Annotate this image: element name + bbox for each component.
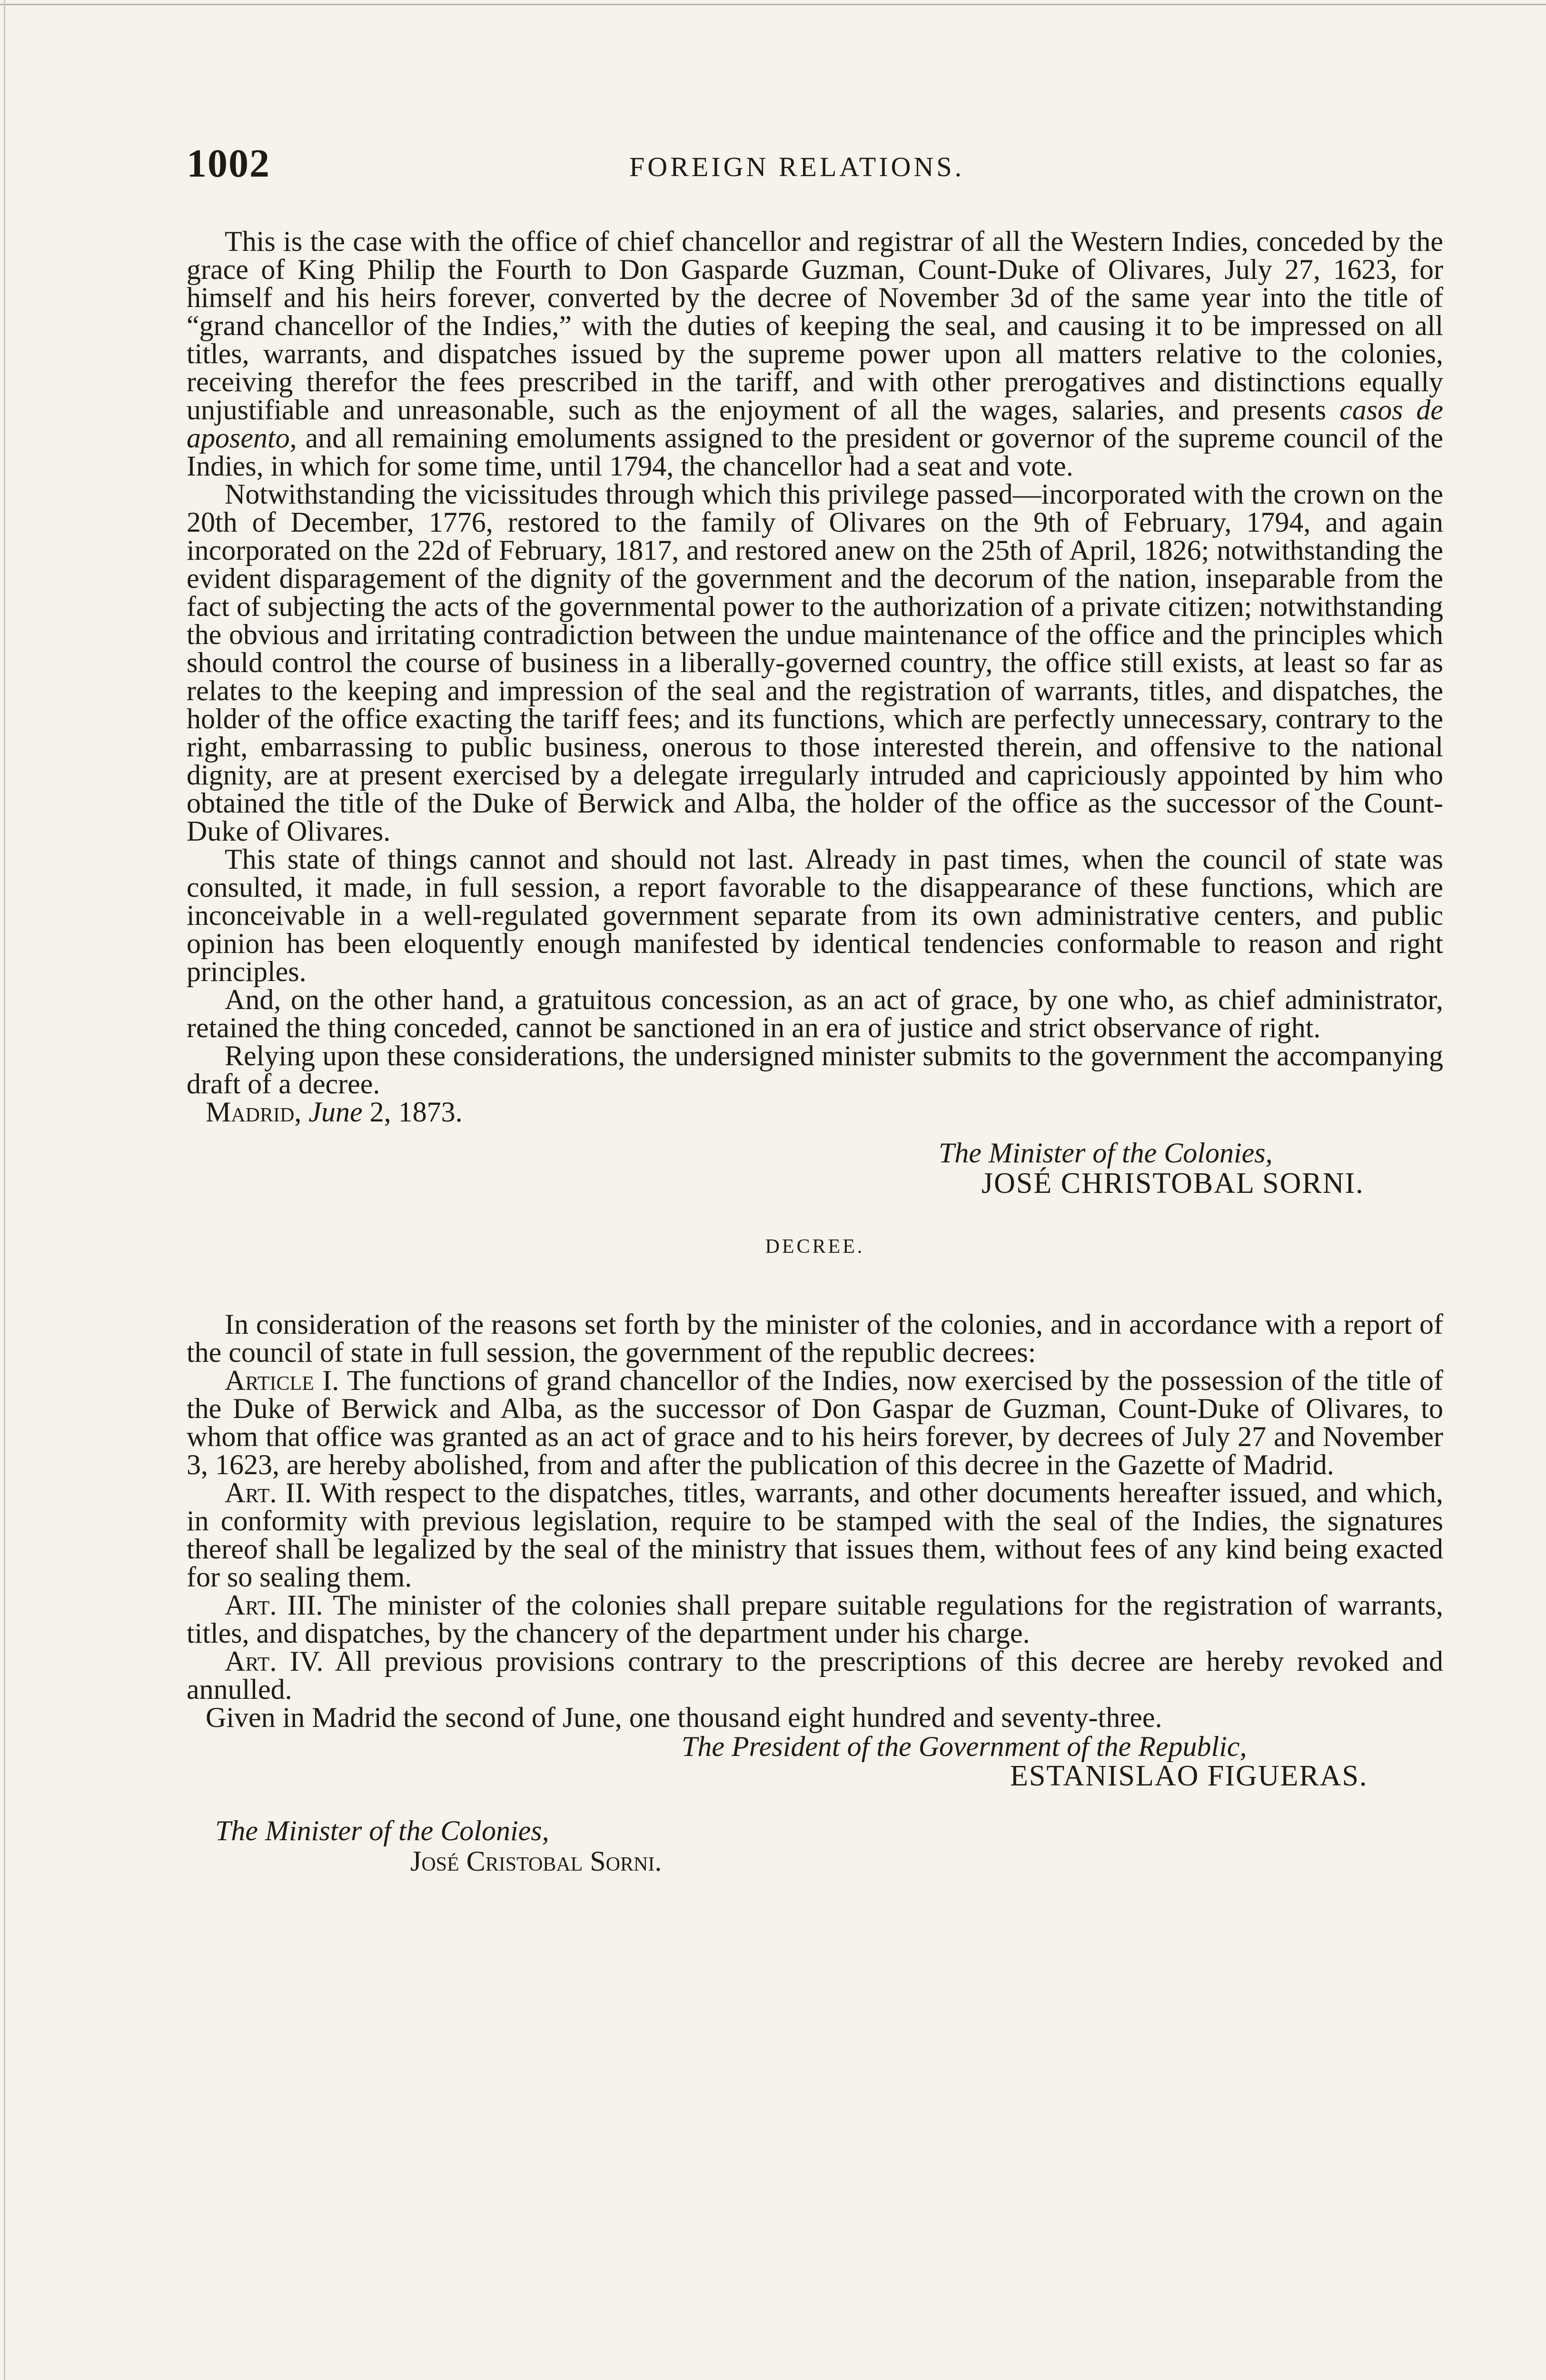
president-title: The President of the Government of the Republic,	[682, 1731, 1247, 1762]
given-line: Given in Madrid the second of June, one thousand eight hundred and seventy-three.	[206, 1702, 1162, 1733]
article-1: Article I. The functions of grand chancellor of the Indies, now exercised by the possession of the title of the Duke of Berwick and Alba, as the successor of Don Gaspar de Guzman, Count-Duke of Olivares, to whom that office was granted as an act of grace and to his heirs forever, by decrees of July 27 and November 3, 1623, are hereby abolished, from and after the publication of this decree in the Gazette of Madrid.	[187, 1365, 1443, 1480]
italic-phrase: casos de aposento	[187, 394, 1443, 454]
dateline-place: Madrid,	[206, 1096, 302, 1128]
dateline-rest: 2, 1873.	[362, 1096, 463, 1128]
memorial-paragraph-2: Notwithstanding the vicissitudes through which this privilege passed—incorporated with the crown on the 20th of December, 1776, restored to the family of Olivares on the 9th of February, 1794, and again incorporated on the 22d of February, 1817, and restored anew on the 25th of April, 1826; notwithstanding the evident disparagement of the dignity of the government and the decorum of the nation, inseparable from the fact of subjecting the acts of the governmental power to the authorization of a private citizen; notwithstanding the obvious and irritating contradiction between the undue maintenance of the office and the principles which should control the course of business in a liberally-governed country, the office still exists, at least so far as relates to the keeping and impression of the seal and the registration of warrants, titles, and dispatches, the holder of the office exacting the tariff fees; and its functions, which are perfectly unnecessary, contrary to the right, embarrassing to public business, onerous to those interested therein, and offensive to the national dignity, are at present exercised by a delegate irregularly intruded and capriciously appointed by him who obtained the title of the Duke of Berwick and Alba, the holder of the office as the successor of the Count-Duke of Olivares.	[187, 478, 1443, 847]
signature-name: JOSÉ CHRISTOBAL SORNI.	[981, 1167, 1364, 1200]
minister-signature-block	[939, 1138, 1443, 1199]
article-3: Art. III. The minister of the colonies shall prepare suitable regulations for the registration of warrants, titles, and dispatches, by the chancery of the department under his charge.	[187, 1589, 1443, 1649]
scan-edge-top	[0, 4, 1546, 5]
president-name: ESTANISLAO FIGUERAS.	[1010, 1760, 1368, 1792]
article-4: Art. IV. All previous provisions contrary to the prescriptions of this decree are hereby revoked and annulled.	[187, 1646, 1443, 1705]
body-text	[187, 228, 1443, 1876]
page-header	[187, 140, 1443, 193]
memorial-paragraph-3: This state of things cannot and should not last. Already in past times, when the council of state was consulted, it made, in full session, a report favorable to the disappearance of these functions, which are inconceivable in a well-regulated government separate from its own administrative centers, and public opinion has been eloquently enough manifested by identical tendencies conformable to reason and right principles.	[187, 843, 1443, 987]
dateline-month: June	[308, 1096, 363, 1128]
decree-heading: DECREE.	[765, 1236, 865, 1258]
article-2: Art. II. With respect to the dispatches, titles, warrants, and other documents hereafter issued, and which, in conformity with previous legislation, require to be stamped with the seal of the Indies, the signatures thereof shall be legalized by the seal of the ministry that issues them, without fees of any kind being exacted for so sealing them.	[187, 1477, 1443, 1593]
running-head: FOREIGN RELATIONS.	[629, 151, 965, 182]
signature-title: The Minister of the Colonies,	[939, 1137, 1273, 1169]
memorial-paragraph-4: And, on the other hand, a gratuitous concession, as an act of grace, by one who, as chief administrator, retained the thing conceded, cannot be sanctioned in an era of justice and strict observance of right.	[187, 984, 1443, 1043]
page-number: 1002	[187, 141, 270, 186]
countersign-title: The Minister of the Colonies,	[215, 1815, 549, 1846]
president-signature-block	[682, 1732, 1443, 1791]
memorial-paragraph-5: Relying upon these considerations, the undersigned minister submits to the government the accompanying draft of a decree.	[187, 1040, 1443, 1100]
scan-edge-left	[4, 0, 5, 2380]
dateline	[187, 1098, 1443, 1126]
decree-intro: In consideration of the reasons set forth by the minister of the colonies, and in accordance with a report of the council of state in full session, the government of the republic decrees:	[187, 1309, 1443, 1368]
countersign-name: José Cristobal Sorni.	[410, 1845, 662, 1877]
countersignature-block	[215, 1815, 1443, 1876]
memorial-paragraph-1: This is the case with the office of chief chancellor and registrar of all the Western Indies, conceded by the grace of King Philip the Fourth to Don Gasparde Guzman, Count-Duke of Olivares, July 27, 1623, for himself and his heirs forever, converted by the decree of November 3d of the same year into the title of “grand chancellor of the Indies,” with the duties of keeping the seal, and causing it to be impressed on all titles, warrants, and dispatches issued by the supreme power upon all matters relative to the colonies, receiving therefor the fees prescribed in the tariff, and with other prerogatives and distinctions equally unjustifiable and unreasonable, such as the enjoyment of all the wages, salaries, and presents casos de aposento, and all remaining emoluments assigned to the president or governor of the supreme council of the Indies, in which for some time, until 1794, the chancellor had a seat and vote.	[187, 226, 1443, 482]
